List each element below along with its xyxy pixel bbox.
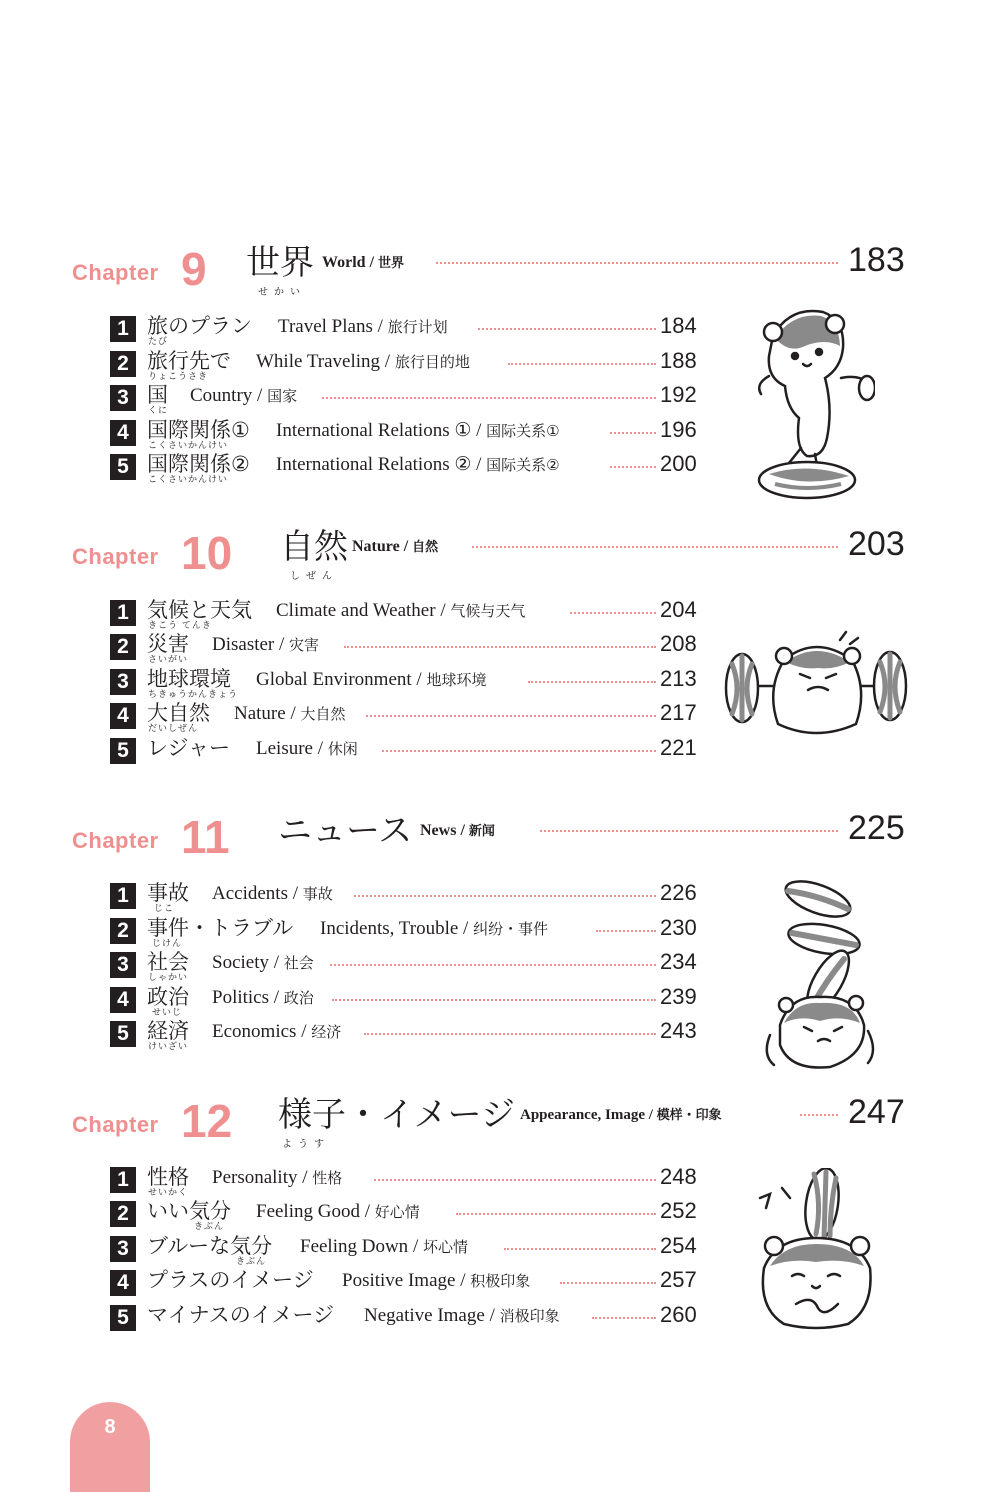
chapter-subtitle: World / 世界 — [322, 254, 405, 271]
lesson-title-en: Negative Image / 消极印象 — [364, 1305, 560, 1326]
chapter-12-heading[interactable] — [0, 1093, 1008, 1170]
leader-dots — [540, 830, 838, 832]
leader-dots — [366, 715, 656, 717]
lesson-page: 196 — [660, 417, 697, 442]
chapter-subtitle: Appearance, Image / 模样・印象 — [520, 1107, 722, 1123]
leader-dots — [560, 1282, 656, 1284]
lesson-row[interactable] — [110, 631, 710, 668]
lesson-title-en: Nature / 大自然 — [234, 703, 346, 724]
leader-dots — [528, 681, 656, 683]
lesson-page: 188 — [660, 348, 697, 373]
leader-dots — [800, 1114, 838, 1116]
lesson-number: 3 — [110, 385, 136, 411]
lesson-title-en: Personality / 性格 — [212, 1167, 343, 1188]
lesson-title-en: Positive Image / 积极印象 — [342, 1270, 531, 1291]
leader-dots — [478, 328, 656, 330]
lesson-page: 260 — [660, 1302, 697, 1327]
lesson-number: 1 — [110, 883, 136, 909]
lesson-number: 1 — [110, 1167, 136, 1193]
lesson-title-en: Economics / 经济 — [212, 1021, 342, 1042]
lesson-page: 226 — [660, 880, 697, 905]
lesson-row[interactable] — [110, 984, 710, 1021]
leader-dots — [374, 1179, 656, 1181]
leader-dots — [472, 546, 838, 548]
lesson-ruby: さいがい — [148, 655, 189, 665]
lesson-title-en: Leisure / 休闲 — [256, 738, 358, 759]
lesson-page: 257 — [660, 1267, 697, 1292]
lesson-ruby: たび — [148, 337, 169, 347]
lesson-page: 239 — [660, 984, 697, 1009]
lesson-ruby: くに — [148, 406, 169, 416]
lesson-row[interactable] — [110, 382, 710, 419]
lesson-page: 184 — [660, 313, 697, 338]
lesson-ruby: じこ — [154, 904, 175, 914]
lesson-title-en: While Traveling / 旅行目的地 — [256, 351, 470, 372]
lesson-page: 234 — [660, 949, 697, 974]
leader-dots — [354, 895, 656, 897]
lesson-page: 252 — [660, 1198, 697, 1223]
hamster-on-seed-illustration — [745, 298, 875, 503]
chapter-title: 自然 — [280, 527, 348, 567]
lesson-page: 254 — [660, 1233, 697, 1258]
chapter-title-ruby: ようす — [282, 1139, 330, 1150]
leader-dots — [456, 1213, 656, 1215]
hamster-balancing-seed-illustration — [752, 1168, 882, 1333]
lesson-row[interactable] — [110, 1164, 710, 1201]
lesson-title-jp: いい気分 — [147, 1199, 231, 1223]
lesson-row[interactable] — [110, 700, 710, 737]
lesson-title-jp: プラスのイメージ — [147, 1268, 314, 1292]
lesson-number: 2 — [110, 918, 136, 944]
leader-dots — [508, 363, 656, 365]
leader-dots — [364, 1033, 656, 1035]
lesson-page: 243 — [660, 1018, 697, 1043]
chapter-title-ruby: せかい — [258, 287, 306, 298]
lesson-number: 4 — [110, 1270, 136, 1296]
lesson-title-jp: 国際関係② — [147, 452, 250, 476]
lesson-title-jp: 旅行先で — [147, 349, 231, 373]
lesson-number: 5 — [110, 738, 136, 764]
lesson-title-en: International Relations ① / 国际关系① — [276, 420, 560, 441]
lesson-ruby: りょこうさき — [148, 372, 209, 382]
leader-dots — [592, 1317, 656, 1319]
chapter-page: 183 — [848, 241, 905, 279]
lesson-title-jp: 性格 — [147, 1165, 189, 1189]
lesson-title-jp: 事件・トラブル — [147, 916, 294, 940]
lesson-page: 217 — [660, 700, 697, 725]
lesson-row[interactable] — [110, 348, 710, 385]
lesson-number: 2 — [110, 1201, 136, 1227]
lesson-row[interactable] — [110, 1018, 710, 1055]
lesson-row[interactable] — [110, 1233, 710, 1270]
chapter-number: 11 — [181, 811, 230, 863]
lesson-row[interactable] — [110, 880, 710, 917]
chapter-page: 203 — [848, 525, 905, 563]
lesson-number: 2 — [110, 634, 136, 660]
leader-dots — [596, 930, 656, 932]
leader-dots — [610, 466, 656, 468]
chapter-10-heading[interactable] — [0, 525, 1008, 602]
lesson-title-en: Global Environment / 地球环境 — [256, 669, 487, 690]
lesson-title-jp: 国際関係① — [147, 418, 250, 442]
chapter-label: Chapter — [72, 260, 159, 285]
lesson-title-jp: 社会 — [147, 950, 189, 974]
lesson-title-jp: マイナスのイメージ — [147, 1303, 335, 1327]
lesson-ruby: きぶん — [194, 1222, 225, 1232]
lesson-page: 200 — [660, 451, 697, 476]
chapter-number: 12 — [181, 1095, 233, 1147]
lesson-ruby: きこう てんき — [148, 621, 212, 631]
lesson-title-en: Incidents, Trouble / 纠纷・事件 — [320, 918, 549, 939]
lesson-title-jp: 経済 — [147, 1019, 189, 1043]
lesson-ruby: けいざい — [148, 1042, 189, 1052]
lesson-title-en: Travel Plans / 旅行计划 — [278, 316, 448, 337]
page-number-tab — [70, 1402, 150, 1492]
lesson-title-en: Disaster / 灾害 — [212, 634, 320, 655]
leader-dots — [382, 750, 656, 752]
lesson-title-jp: 政治 — [147, 985, 189, 1009]
lesson-number: 5 — [110, 1021, 136, 1047]
chapter-label: Chapter — [72, 1112, 159, 1137]
lesson-title-jp: 事故 — [147, 881, 189, 905]
lesson-ruby: ちきゅうかんきょう — [148, 690, 239, 700]
lesson-title-jp: レジャー — [147, 736, 231, 760]
leader-dots — [344, 646, 656, 648]
chapter-number: 10 — [181, 527, 233, 579]
chapter-subtitle: News / 新闻 — [420, 822, 495, 839]
lesson-title-jp: 災害 — [147, 632, 189, 656]
lesson-page: 213 — [660, 666, 697, 691]
lesson-title-jp: 大自然 — [147, 701, 210, 725]
leader-dots — [504, 1248, 656, 1250]
lesson-title-jp: ブルーな気分 — [147, 1234, 273, 1258]
lesson-row[interactable] — [110, 597, 710, 634]
lesson-ruby: せいじ — [152, 1008, 183, 1018]
leader-dots — [570, 612, 656, 614]
lesson-number: 4 — [110, 703, 136, 729]
lesson-ruby: だいしぜん — [148, 724, 199, 734]
leader-dots — [436, 262, 838, 264]
lesson-page: 248 — [660, 1164, 697, 1189]
lesson-number: 3 — [110, 669, 136, 695]
chapter-title: 様子・イメージ — [278, 1095, 515, 1135]
lesson-row[interactable] — [110, 735, 710, 772]
lesson-title-jp: 旅のプラン — [147, 314, 252, 338]
lesson-number: 3 — [110, 1236, 136, 1262]
lesson-ruby: きぶん — [236, 1257, 267, 1267]
lesson-row[interactable] — [110, 1302, 710, 1339]
lesson-title-en: Climate and Weather / 气候与天气 — [276, 600, 526, 621]
lesson-title-en: Society / 社会 — [212, 952, 314, 973]
lesson-page: 192 — [660, 382, 697, 407]
leader-dots — [332, 999, 656, 1001]
chapter-number: 9 — [181, 243, 207, 295]
lesson-page: 204 — [660, 597, 697, 622]
hamster-under-seeds-illustration — [760, 875, 880, 1075]
chapter-page: 225 — [848, 809, 905, 847]
lesson-page: 230 — [660, 915, 697, 940]
lesson-title-jp: 地球環境 — [147, 667, 231, 691]
chapter-title: ニュース — [278, 811, 413, 851]
lesson-ruby: しゃかい — [148, 973, 189, 983]
chapter-page: 247 — [848, 1093, 905, 1131]
leader-dots — [322, 397, 656, 399]
lesson-page: 221 — [660, 735, 697, 760]
lesson-title-en: Country / 国家 — [190, 385, 298, 406]
lesson-row[interactable] — [110, 666, 710, 703]
lesson-title-en: Politics / 政治 — [212, 987, 314, 1008]
lesson-number: 1 — [110, 316, 136, 342]
lesson-title-jp: 国 — [147, 383, 168, 407]
page-number: 8 — [104, 1416, 116, 1438]
lesson-number: 5 — [110, 1305, 136, 1331]
lesson-row[interactable] — [110, 313, 710, 350]
lesson-row[interactable] — [110, 1267, 710, 1304]
chapter-label: Chapter — [72, 828, 159, 853]
lesson-title-en: Feeling Down / 坏心情 — [300, 1236, 468, 1257]
lesson-page: 208 — [660, 631, 697, 656]
chapter-subtitle: Nature / 自然 — [352, 538, 439, 555]
chapter-title-ruby: しぜん — [290, 571, 338, 582]
lesson-ruby: こくさいかんけい — [148, 441, 229, 451]
lesson-row[interactable] — [110, 451, 710, 488]
lesson-row[interactable] — [110, 417, 710, 454]
lesson-title-jp: 気候と天気 — [147, 598, 252, 622]
lesson-title-en: International Relations ② / 国际关系② — [276, 454, 560, 475]
lesson-row[interactable] — [110, 915, 710, 952]
lesson-number: 1 — [110, 600, 136, 626]
lesson-title-en: Accidents / 事故 — [212, 883, 333, 904]
leader-dots — [330, 964, 656, 966]
lesson-ruby: じけん — [152, 939, 183, 949]
lesson-title-en: Feeling Good / 好心情 — [256, 1201, 420, 1222]
lesson-row[interactable] — [110, 1198, 710, 1235]
lesson-number: 4 — [110, 420, 136, 446]
lesson-number: 3 — [110, 952, 136, 978]
lesson-number: 5 — [110, 454, 136, 480]
chapter-title: 世界 — [246, 243, 314, 283]
lesson-row[interactable] — [110, 949, 710, 986]
hamster-lifting-seeds-illustration — [722, 620, 912, 740]
lesson-ruby: こくさいかんけい — [148, 475, 229, 485]
leader-dots — [610, 432, 656, 434]
lesson-ruby: せいかく — [148, 1188, 189, 1198]
chapter-label: Chapter — [72, 544, 159, 569]
lesson-number: 4 — [110, 987, 136, 1013]
lesson-number: 2 — [110, 351, 136, 377]
